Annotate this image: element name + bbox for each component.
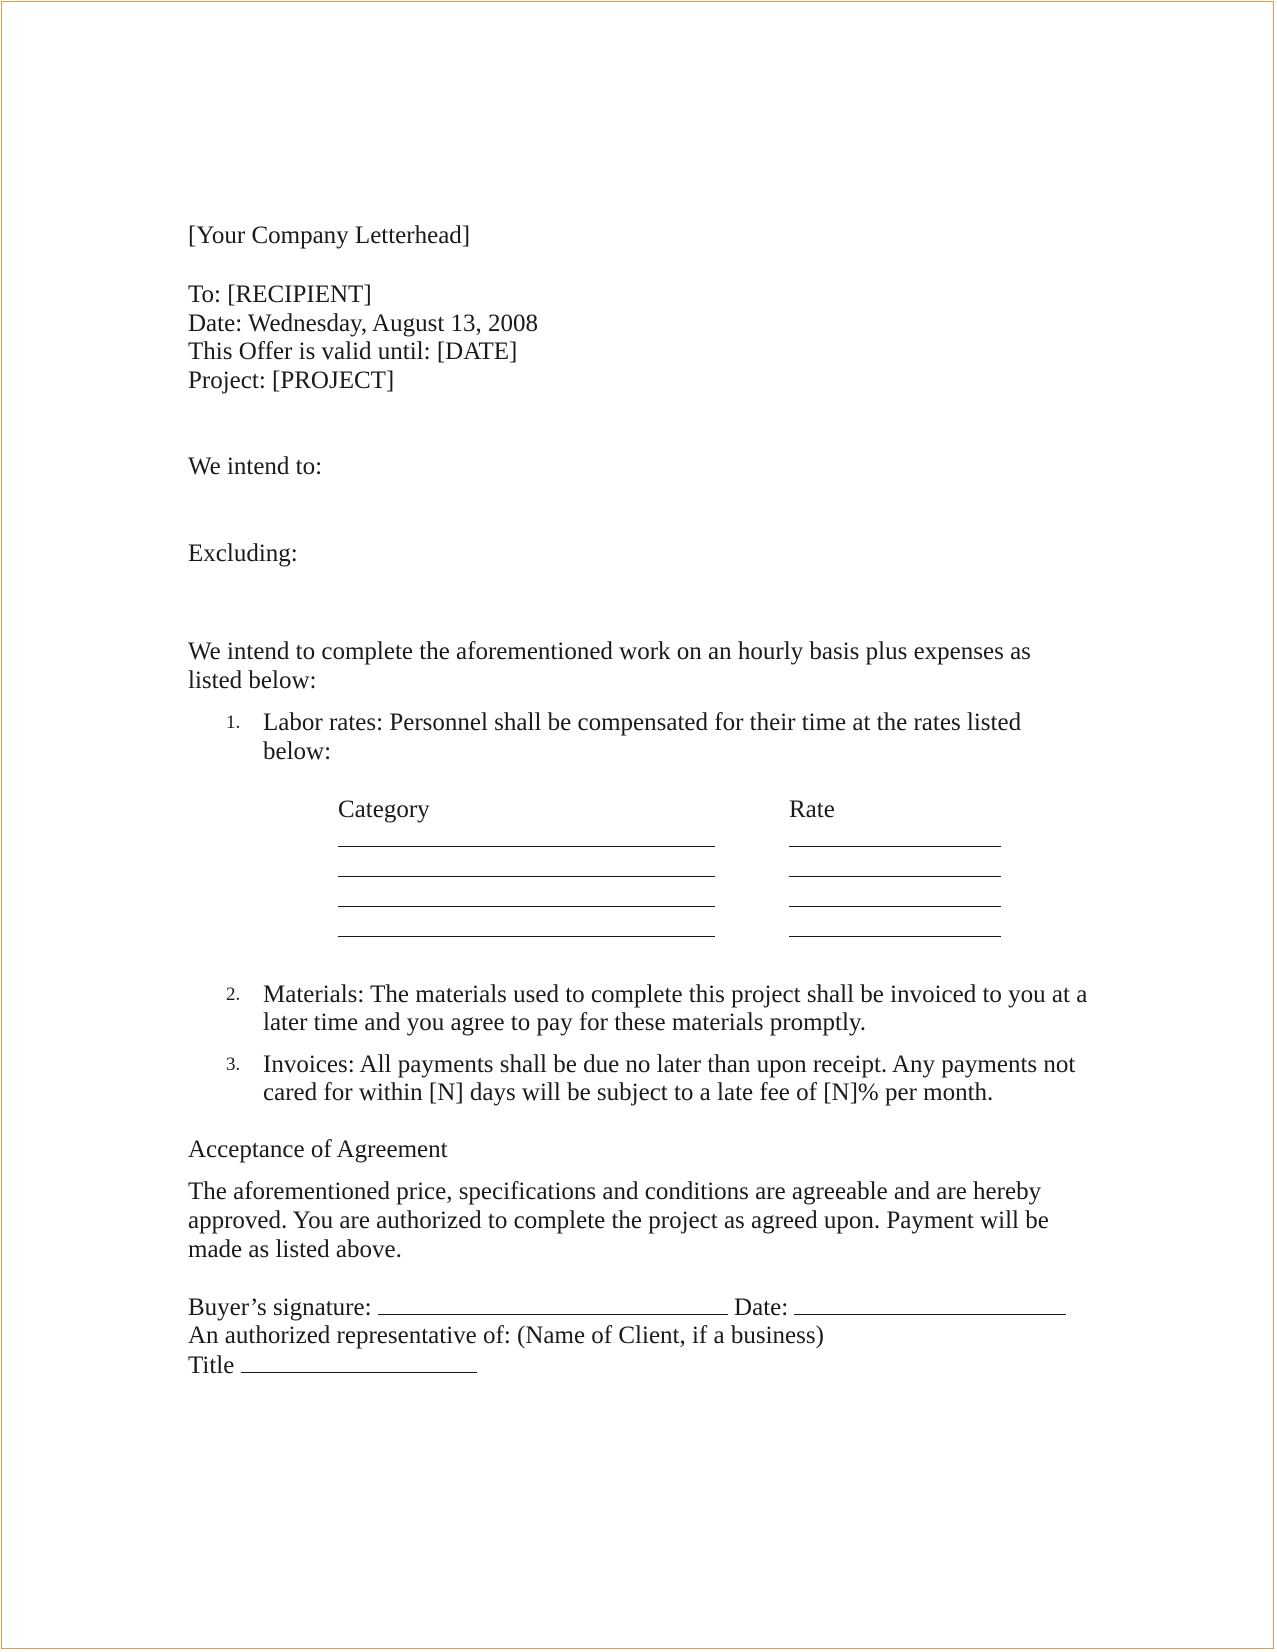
list-number-2: 2. (226, 984, 241, 1005)
acceptance-paragraph-line-2: approved. You are authorized to complete the project as agreed upon. Payment will be (188, 1207, 1049, 1234)
acceptance-paragraph-line-1: The aforementioned price, specifications and conditions are agreeable and are hereby (188, 1178, 1042, 1205)
rate-blank-1 (789, 846, 1001, 847)
signature-date-field[interactable] (794, 1292, 1066, 1315)
title-row (188, 1350, 477, 1380)
list-number-3: 3. (226, 1054, 241, 1075)
project-line: Project: [PROJECT] (188, 367, 395, 394)
buyer-signature-label: Buyer’s signature: (188, 1294, 372, 1321)
materials-line-1: Materials: The materials used to complete this project shall be invoiced to you at a (263, 981, 1088, 1008)
signature-date-label: Date: (734, 1294, 789, 1321)
recipient-line: To: [RECIPIENT] (188, 281, 372, 308)
letterhead-placeholder: [Your Company Letterhead] (188, 222, 471, 249)
category-blank-2 (338, 876, 715, 877)
labor-rates-line-1: Labor rates: Personnel shall be compensated for their time at the rates listed (263, 709, 1022, 736)
rate-blank-3 (789, 906, 1001, 907)
category-blank-4 (338, 936, 715, 937)
date-line: Date: Wednesday, August 13, 2008 (188, 310, 539, 337)
rate-blank-4 (789, 936, 1001, 937)
labor-rates-line-2: below: (263, 738, 332, 765)
buyer-signature-field[interactable] (378, 1292, 728, 1315)
acceptance-paragraph-line-3: made as listed above. (188, 1236, 402, 1263)
category-blank-3 (338, 906, 715, 907)
list-number-1: 1. (226, 712, 241, 733)
offer-valid-line: This Offer is valid until: [DATE] (188, 338, 518, 365)
basis-paragraph-line-1: We intend to complete the aforementioned work on an hourly basis plus expenses as (188, 638, 1031, 665)
title-field[interactable] (241, 1350, 477, 1373)
title-label: Title (188, 1352, 235, 1379)
rate-column-header: Rate (789, 796, 835, 823)
invoices-line-2: cared for within [N] days will be subject to a late fee of [N]% per month. (263, 1079, 994, 1106)
category-column-header: Category (338, 796, 430, 823)
rate-blank-2 (789, 876, 1001, 877)
materials-line-2: later time and you agree to pay for these materials promptly. (263, 1009, 867, 1036)
invoices-line-1: Invoices: All payments shall be due no later than upon receipt. Any payments not (263, 1051, 1076, 1078)
signature-row (188, 1292, 1066, 1322)
representative-line: An authorized representative of: (Name of Client, if a business) (188, 1322, 824, 1349)
intend-label: We intend to: (188, 453, 323, 480)
basis-paragraph-line-2: listed below: (188, 667, 317, 694)
acceptance-heading: Acceptance of Agreement (188, 1136, 448, 1163)
excluding-label: Excluding: (188, 540, 298, 567)
category-blank-1 (338, 846, 715, 847)
